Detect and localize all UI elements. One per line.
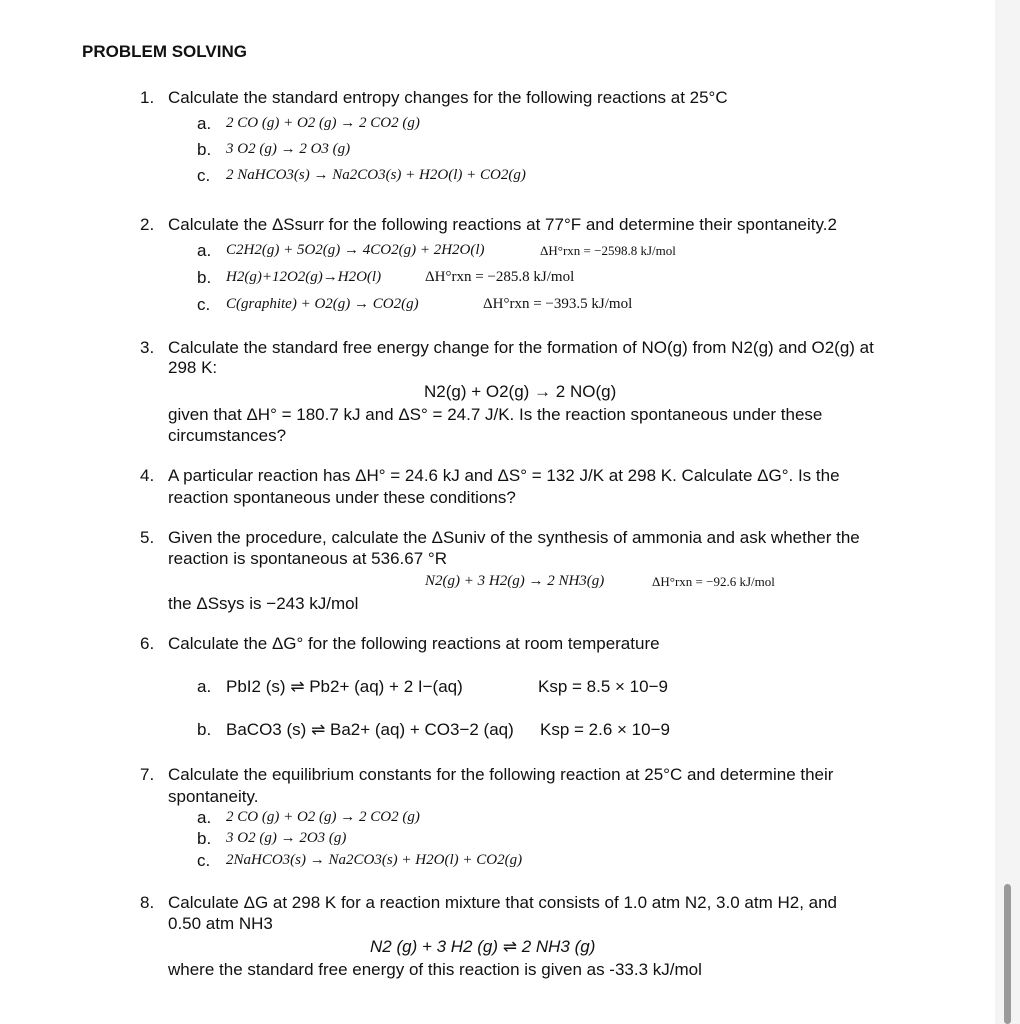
page-title: PROBLEM SOLVING (82, 42, 247, 61)
problem-4-line-1: A particular reaction has ΔH° = 24.6 kJ and ΔS° = 132 J/K at 298 K. Calculate ΔG°. Is the (168, 466, 840, 485)
problem-6a-label: a. (197, 677, 212, 696)
problem-5-enthalpy: ΔH°rxn = −92.6 kJ/mol (652, 574, 775, 589)
problem-6-number: 6. (140, 634, 155, 653)
problem-6b-equation: BaCO3 (s) ⇌ Ba2+ (aq) + CO3−2 (aq) (226, 720, 514, 739)
problem-2-number: 2. (140, 215, 155, 234)
problem-7c-equation: 2NaHCO3(s) → Na2CO3(s) + H2O(l) + CO2(g) (226, 852, 523, 868)
problem-1a-label: a. (197, 114, 212, 133)
problem-7b-equation: 3 O2 (g) → 2O3 (g) (226, 830, 347, 846)
problem-2a-enthalpy: ΔH°rxn = −2598.8 kJ/mol (540, 243, 676, 258)
problem-6a-ksp: Ksp = 8.5 × 10−9 (538, 677, 668, 696)
problem-3-line-4: circumstances? (168, 426, 287, 445)
problem-5-number: 5. (140, 528, 155, 547)
problem-7a-label: a. (197, 808, 212, 827)
problem-7b-label: b. (197, 829, 212, 848)
problem-7-line-1: Calculate the equilibrium constants for the following reaction at 25°C and determine their (168, 765, 834, 784)
problem-7c-label: c. (197, 851, 211, 870)
problem-3-equation: N2(g) + O2(g) → 2 NO(g) (424, 382, 617, 401)
scrollbar-thumb[interactable] (1004, 884, 1011, 1024)
problem-5-line-1: Given the procedure, calculate the ΔSuniv of the synthesis of ammonia and ask whether the (168, 528, 860, 547)
problem-2a-label: a. (197, 241, 212, 260)
problem-4-number: 4. (140, 466, 155, 485)
problem-2c-enthalpy: ΔH°rxn = −393.5 kJ/mol (483, 296, 633, 312)
problem-3-line-1: Calculate the standard free energy change for the formation of NO(g) from N2(g) and O2(g) at (168, 338, 874, 357)
problem-1b-label: b. (197, 140, 212, 159)
problem-8-line-2: 0.50 atm NH3 (168, 914, 273, 933)
problem-3-line-3: given that ΔH° = 180.7 kJ and ΔS° = 24.7 J/K. Is the reaction spontaneous under these (168, 405, 823, 424)
problem-2c-label: c. (197, 295, 211, 314)
problem-8-equation: N2 (g) + 3 H2 (g) ⇌ 2 NH3 (g) (370, 937, 596, 956)
problem-1c-label: c. (197, 166, 211, 185)
problem-6-text: Calculate the ΔG° for the following reactions at room temperature (168, 634, 660, 653)
problem-7a-equation: 2 CO (g) + O2 (g) → 2 CO2 (g) (226, 809, 420, 825)
problem-1c-equation: 2 NaHCO3(s) → Na2CO3(s) + H2O(l) + CO2(g) (226, 167, 526, 183)
problem-7-line-2: spontaneity. (168, 787, 259, 806)
problem-2c-equation: C(graphite) + O2(g) → CO2(g) (226, 296, 419, 312)
problem-5-equation: N2(g) + 3 H2(g) → 2 NH3(g) (425, 573, 605, 589)
problem-2b-equation: H2(g)+12O2(g)→H2O(l) (226, 269, 382, 285)
problem-8-number: 8. (140, 893, 155, 912)
problem-2-text: Calculate the ΔSsurr for the following reactions at 77°F and determine their spontaneity.2 (168, 215, 837, 234)
problem-1-number: 1. (140, 88, 155, 107)
problem-2a-equation: C2H2(g) + 5O2(g) → 4CO2(g) + 2H2O(l) (226, 242, 485, 258)
problem-5-line-3: the ΔSsys is −243 kJ/mol (168, 594, 359, 613)
problem-7-number: 7. (140, 765, 155, 784)
problem-6b-label: b. (197, 720, 212, 739)
problem-8-line-1: Calculate ΔG at 298 K for a reaction mixture that consists of 1.0 atm N2, 3.0 atm H2, and (168, 893, 838, 912)
problem-6b-ksp: Ksp = 2.6 × 10−9 (540, 720, 670, 739)
scrollbar-track[interactable] (995, 0, 1020, 1024)
problem-4-line-2: reaction spontaneous under these conditions? (168, 488, 516, 507)
problem-2b-enthalpy: ΔH°rxn = −285.8 kJ/mol (425, 269, 575, 285)
problem-1-text: Calculate the standard entropy changes for the following reactions at 25°C (168, 88, 728, 107)
problem-2b-label: b. (197, 268, 212, 287)
problem-8-line-3: where the standard free energy of this reaction is given as -33.3 kJ/mol (168, 960, 702, 979)
problem-3-number: 3. (140, 338, 155, 357)
problem-3-line-2: 298 K: (168, 358, 218, 377)
problem-6a-equation: PbI2 (s) ⇌ Pb2+ (aq) + 2 I−(aq) (226, 677, 463, 696)
problem-1a-equation: 2 CO (g) + O2 (g) → 2 CO2 (g) (226, 115, 420, 131)
problem-1b-equation: 3 O2 (g) → 2 O3 (g) (226, 141, 351, 157)
problem-5-line-2: reaction is spontaneous at 536.67 °R (168, 549, 447, 568)
